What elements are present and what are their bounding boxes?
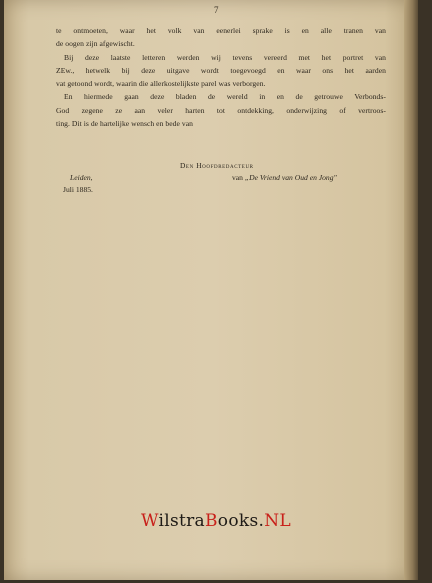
text-line: de oogen zijn afgewischt. bbox=[56, 39, 135, 49]
page-edge bbox=[404, 0, 418, 580]
text-line: En hiermede gaan deze bladen de wereld in en de getrouwe Verbonds- bbox=[64, 92, 386, 102]
paragraph-1 bbox=[56, 24, 386, 51]
body-text bbox=[56, 24, 386, 130]
text-line: te ontmoeten, waar het volk van eenerlei sprake is en alle tranen van bbox=[56, 26, 386, 35]
signature-title: Den Hoofdredacteur bbox=[180, 161, 254, 170]
page-number: 7 bbox=[214, 5, 219, 15]
book-page bbox=[4, 0, 418, 580]
signature-place: Leiden, bbox=[70, 173, 93, 182]
watermark-part: ooks. bbox=[217, 511, 265, 531]
text-line: ting. Dit is de hartelijke wensch en bede van bbox=[56, 119, 193, 129]
wilstrabooks-watermark bbox=[0, 511, 432, 531]
paragraph-2 bbox=[56, 51, 386, 91]
paragraph-3 bbox=[56, 90, 386, 130]
watermark-part: NL bbox=[264, 511, 291, 531]
watermark-part: W bbox=[141, 511, 159, 531]
van-prefix: van bbox=[232, 173, 243, 182]
watermark-part: B bbox=[205, 511, 218, 531]
text-line: Bij deze laatste letteren werden wij tevens vereerd met het portret van bbox=[64, 52, 386, 62]
text-line: God zegene ze aan veler harten tot ontdekking, onderwijzing of vertroos- bbox=[56, 105, 386, 115]
watermark-part: ilstra bbox=[158, 511, 205, 531]
publication-name: „De Vriend van Oud en Jong" bbox=[244, 173, 337, 182]
text-line: vat getoond wordt, waarin die allerkostelijkste parel was verborgen. bbox=[56, 79, 266, 89]
signature-date: Juli 1885. bbox=[63, 185, 93, 194]
signature-publication bbox=[232, 173, 337, 182]
text-line: ZEw., hetwelk bij deze uitgave wordt toegevoegd en waar ons het aarden bbox=[56, 65, 386, 75]
